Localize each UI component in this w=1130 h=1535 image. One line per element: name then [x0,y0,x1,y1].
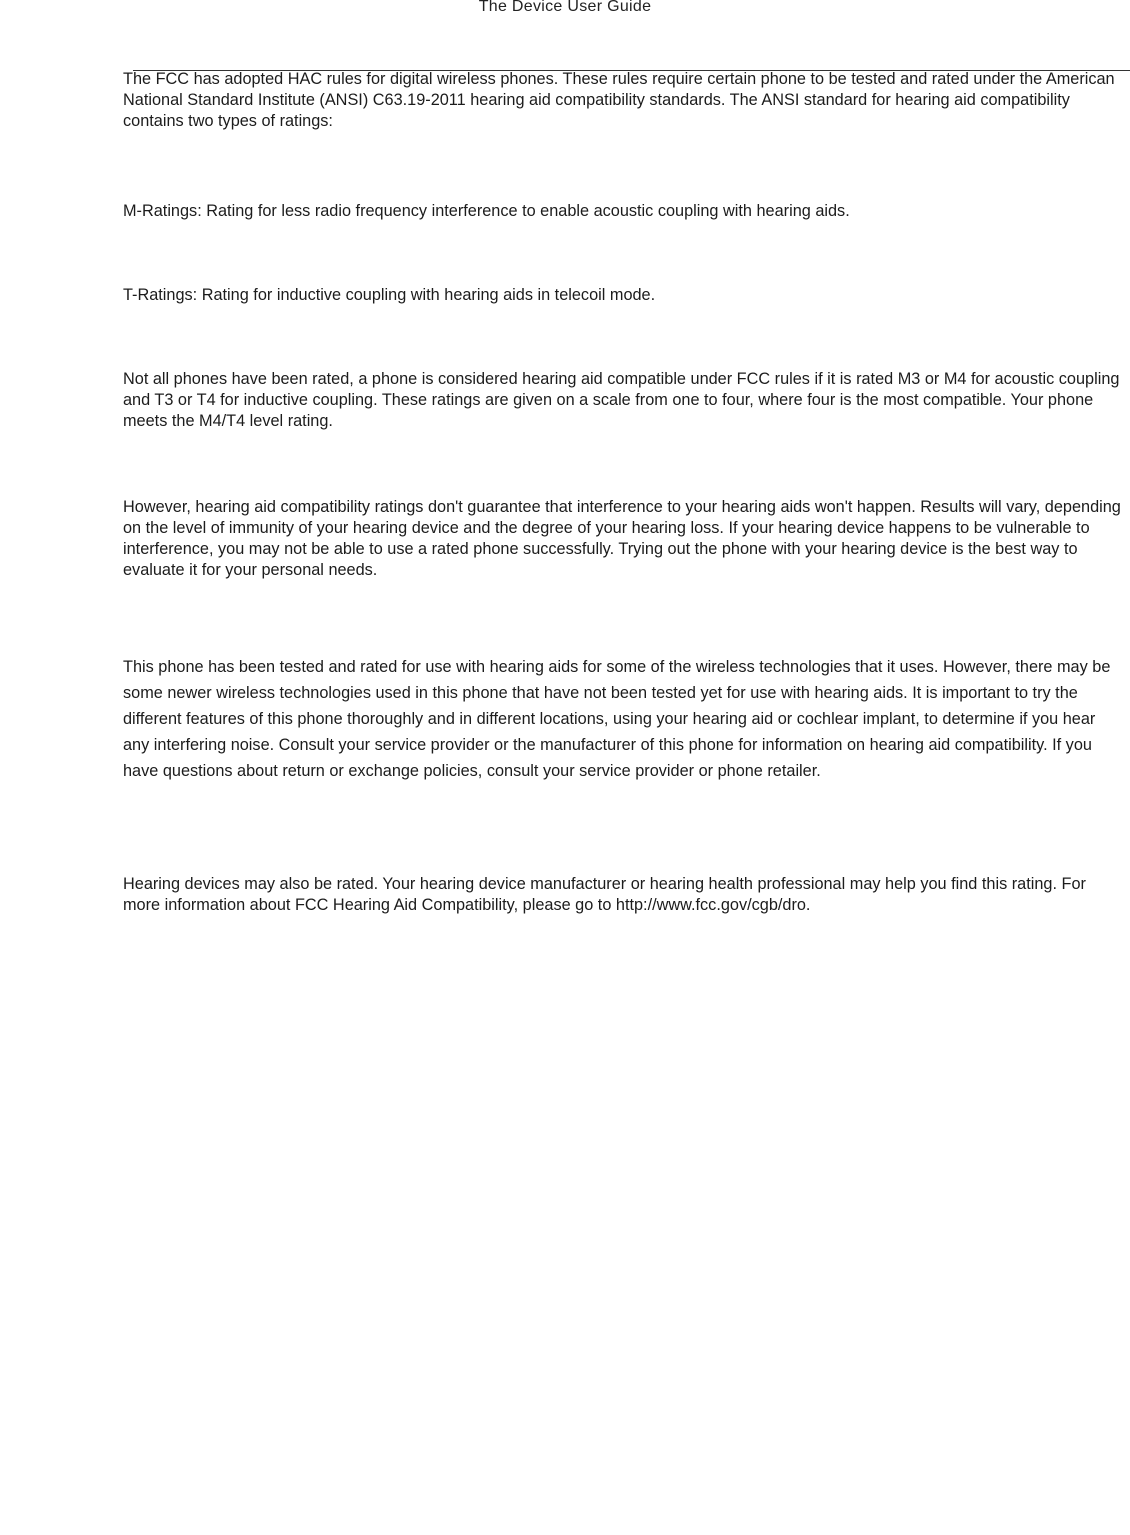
paragraph-tested: This phone has been tested and rated for use with hearing aids for some of the wireless technologies that it uses. However, there may be some newer wireless technologies used in this phone that have not been tested yet for use with hearing aids. It is important to try the different features of this phone thoroughly and in different locations, using your hearing aid or cochlear implant, to determine if you hear any interfering noise. Consult your service provider or the manufacturer of this phone for information on hearing aid compatibility. If you have questions about return or exchange policies, consult your service provider or phone retailer. [123,658,1111,780]
paragraph-however: However, hearing aid compatibility ratings don't guarantee that interference to your hearing aids won't happen. Results will vary, depending on the level of immunity of your hearing device and the degree of your hearing loss. If your hearing device happens to be vulnerable to interference, you may not be able to use a rated phone successfully. Trying out the phone with your hearing device is the best way to evaluate it for your personal needs. [123,498,1121,579]
paragraph-hearing-devices: Hearing devices may also be rated. Your hearing device manufacturer or hearing health professional may help you find this rating. For more information about FCC Hearing Aid Compatibility, please go to http://www.fcc.gov/cgb/dro. [123,875,1086,914]
page-header-title: The Device User Guide [478,0,652,15]
paragraph-intro: The FCC has adopted HAC rules for digital wireless phones. These rules require certain phone to be tested and rated under the American National Standard Institute (ANSI) C63.19-2011 hearing aid compatibility standards. The ANSI standard for hearing aid compatibility contains two types of ratings: [123,70,1115,130]
paragraph-not-all-rated: Not all phones have been rated, a phone is considered hearing aid compatible under FCC rules if it is rated M3 or M4 for acoustic coupling and T3 or T4 for inductive coupling. These ratings are given on a scale from one to four, where four is the most compatible. Your phone meets the M4/T4 level rating. [123,370,1120,430]
paragraph-t-ratings: T-Ratings: Rating for inductive coupling with hearing aids in telecoil mode. [123,286,656,304]
paragraph-m-ratings: M-Ratings: Rating for less radio frequency interference to enable acoustic coupling with hearing aids. [123,202,850,220]
